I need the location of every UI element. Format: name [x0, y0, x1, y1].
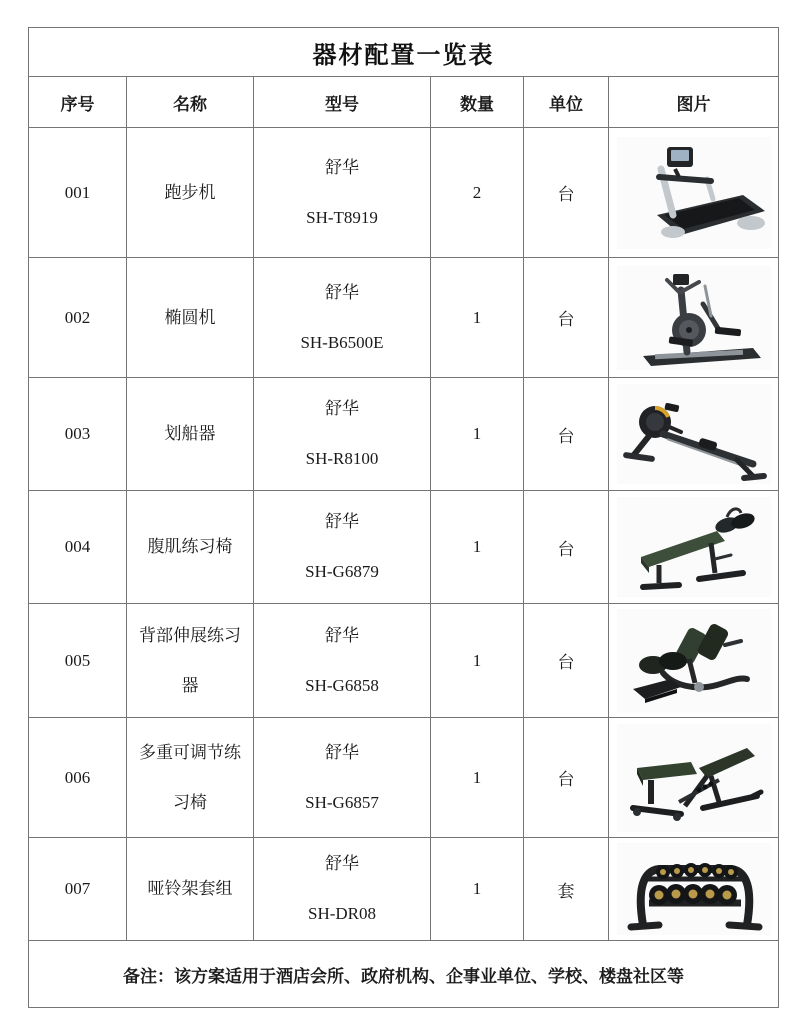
col-header-image: 图片: [609, 77, 779, 128]
image-cell: [609, 491, 779, 604]
rowing-machine-image: [615, 382, 773, 486]
unit: 台: [524, 378, 609, 491]
unit: 台: [524, 491, 609, 604]
serial-number: 006: [29, 718, 127, 838]
equipment-name: 背部伸展练习器: [127, 604, 254, 718]
serial-number: 007: [29, 838, 127, 941]
serial-number: 003: [29, 378, 127, 491]
unit: 台: [524, 128, 609, 258]
table-row: [29, 718, 779, 838]
unit: 台: [524, 258, 609, 378]
model-cell: [254, 604, 431, 718]
equipment-table: [28, 27, 779, 1008]
table-row: [29, 838, 779, 941]
header-row: [29, 77, 779, 128]
image-cell: [609, 718, 779, 838]
model-cell: [254, 838, 431, 941]
quantity: 1: [431, 378, 524, 491]
col-header-name: 名称: [127, 77, 254, 128]
table-row: [29, 491, 779, 604]
quantity: 2: [431, 128, 524, 258]
equipment-table-sheet: [28, 27, 778, 1008]
model-label: SH-DR08: [307, 904, 376, 923]
brand-label: 舒华: [325, 854, 359, 873]
model-label: SH-G6858: [305, 675, 379, 695]
model-label: SH-G6879: [305, 562, 379, 581]
brand-label: 舒华: [325, 512, 359, 531]
table-row: [29, 604, 779, 718]
equipment-name: 哑铃架套组: [127, 838, 254, 941]
serial-number: 004: [29, 491, 127, 604]
image-cell: [609, 128, 779, 258]
serial-number: 001: [29, 128, 127, 258]
table-row: [29, 128, 779, 258]
model-cell: [254, 258, 431, 378]
model-label: SH-B6500E: [300, 332, 384, 352]
brand-label: 舒华: [325, 399, 359, 418]
model-cell: [254, 128, 431, 258]
treadmill-image: [615, 135, 773, 251]
quantity: 1: [431, 718, 524, 838]
remark-note: 备注：该方案适用于酒店会所、政府机构、企事业单位、学校、楼盘社区等: [29, 941, 779, 1008]
ab-bench-image: [615, 495, 773, 599]
equipment-name: 腹肌练习椅: [127, 491, 254, 604]
quantity: 1: [431, 258, 524, 378]
brand-label: 舒华: [325, 742, 359, 762]
title-row: [29, 28, 779, 77]
footer-row: [29, 941, 779, 1008]
model-cell: [254, 491, 431, 604]
back-extension-bench-image: [615, 607, 773, 715]
quantity: 1: [431, 604, 524, 718]
equipment-name: 跑步机: [127, 128, 254, 258]
quantity: 1: [431, 838, 524, 941]
elliptical-image: [615, 264, 773, 372]
unit: 套: [524, 838, 609, 941]
brand-label: 舒华: [325, 157, 359, 177]
unit: 台: [524, 604, 609, 718]
quantity: 1: [431, 491, 524, 604]
dumbbell-rack-set-image: [615, 841, 773, 937]
col-header-unit: 单位: [524, 77, 609, 128]
model-label: SH-R8100: [305, 449, 379, 468]
equipment-name: 椭圆机: [127, 258, 254, 378]
col-header-qty: 数量: [431, 77, 524, 128]
model-cell: [254, 718, 431, 838]
col-header-model: 型号: [254, 77, 431, 128]
image-cell: [609, 378, 779, 491]
image-cell: [609, 604, 779, 718]
adjustable-bench-image: [615, 722, 773, 834]
table-row: [29, 258, 779, 378]
serial-number: 002: [29, 258, 127, 378]
brand-label: 舒华: [325, 625, 359, 645]
page-title: 器材配置一览表: [29, 28, 779, 77]
equipment-name: 多重可调节练习椅: [127, 718, 254, 838]
serial-number: 005: [29, 604, 127, 718]
model-cell: [254, 378, 431, 491]
model-label: SH-G6857: [305, 792, 379, 812]
brand-label: 舒华: [325, 282, 359, 302]
unit: 台: [524, 718, 609, 838]
model-label: SH-T8919: [306, 207, 378, 227]
image-cell: [609, 258, 779, 378]
col-header-no: 序号: [29, 77, 127, 128]
image-cell: [609, 838, 779, 941]
equipment-name: 划船器: [127, 378, 254, 491]
table-row: [29, 378, 779, 491]
